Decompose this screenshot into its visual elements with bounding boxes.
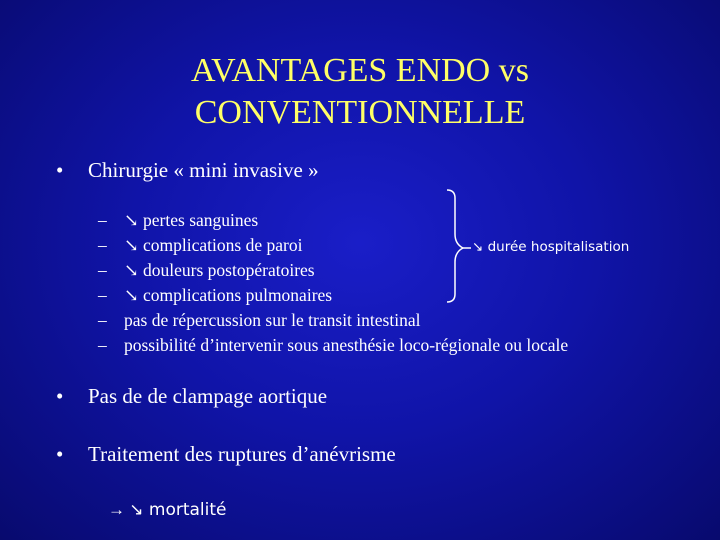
- sub-dash: –: [98, 310, 107, 330]
- right-arrow-icon: →: [108, 500, 125, 519]
- bullet-dot: •: [56, 158, 64, 182]
- sub-dash: –: [98, 210, 107, 230]
- sub-text: possibilité d’intervenir sous anesthésie loco-régionale ou locale: [124, 335, 569, 355]
- sub-item-pulmonaires: [98, 285, 332, 306]
- bullet-text: Traitement des ruptures d’anévrisme: [88, 442, 396, 466]
- sub-item-paroi: [98, 235, 302, 256]
- sub-dash: –: [98, 285, 107, 305]
- sub-item-transit: [98, 310, 420, 331]
- bullet-clampage: [56, 384, 327, 409]
- sub-text: pas de répercussion sur le transit intestinal: [124, 310, 421, 330]
- result-mortalite: ↘ mortalité: [129, 500, 227, 520]
- sub-text: ↘ complications de paroi: [124, 235, 303, 255]
- sub-text: ↘ douleurs postopératoires: [124, 260, 315, 280]
- sub-dash: –: [98, 260, 107, 280]
- bullet-mini-invasive: [56, 158, 319, 183]
- sub-item-douleurs: [98, 260, 315, 281]
- sub-text: ↘ pertes sanguines: [124, 210, 259, 230]
- sub-dash: –: [98, 335, 107, 355]
- bullet-text: Chirurgie « mini invasive »: [88, 158, 319, 182]
- bullet-dot: •: [56, 442, 64, 466]
- slide-title-line-1: AVANTAGES ENDO vs: [191, 52, 529, 89]
- slide-title-line-2: CONVENTIONNELLE: [194, 94, 526, 131]
- bullet-dot: •: [56, 384, 64, 408]
- result-line: [108, 500, 227, 520]
- slide-title: [0, 50, 720, 134]
- sub-item-pertes: [98, 210, 258, 231]
- curly-brace-icon: [445, 188, 475, 304]
- sub-dash: –: [98, 235, 107, 255]
- brace-label-duree-hospitalisation: ↘ durée hospitalisation: [472, 239, 630, 255]
- sub-item-anesthesie: [98, 335, 568, 356]
- bullet-text: Pas de de clampage aortique: [88, 384, 328, 408]
- sub-text: ↘ complications pulmonaires: [124, 285, 333, 305]
- bullet-ruptures: [56, 442, 396, 467]
